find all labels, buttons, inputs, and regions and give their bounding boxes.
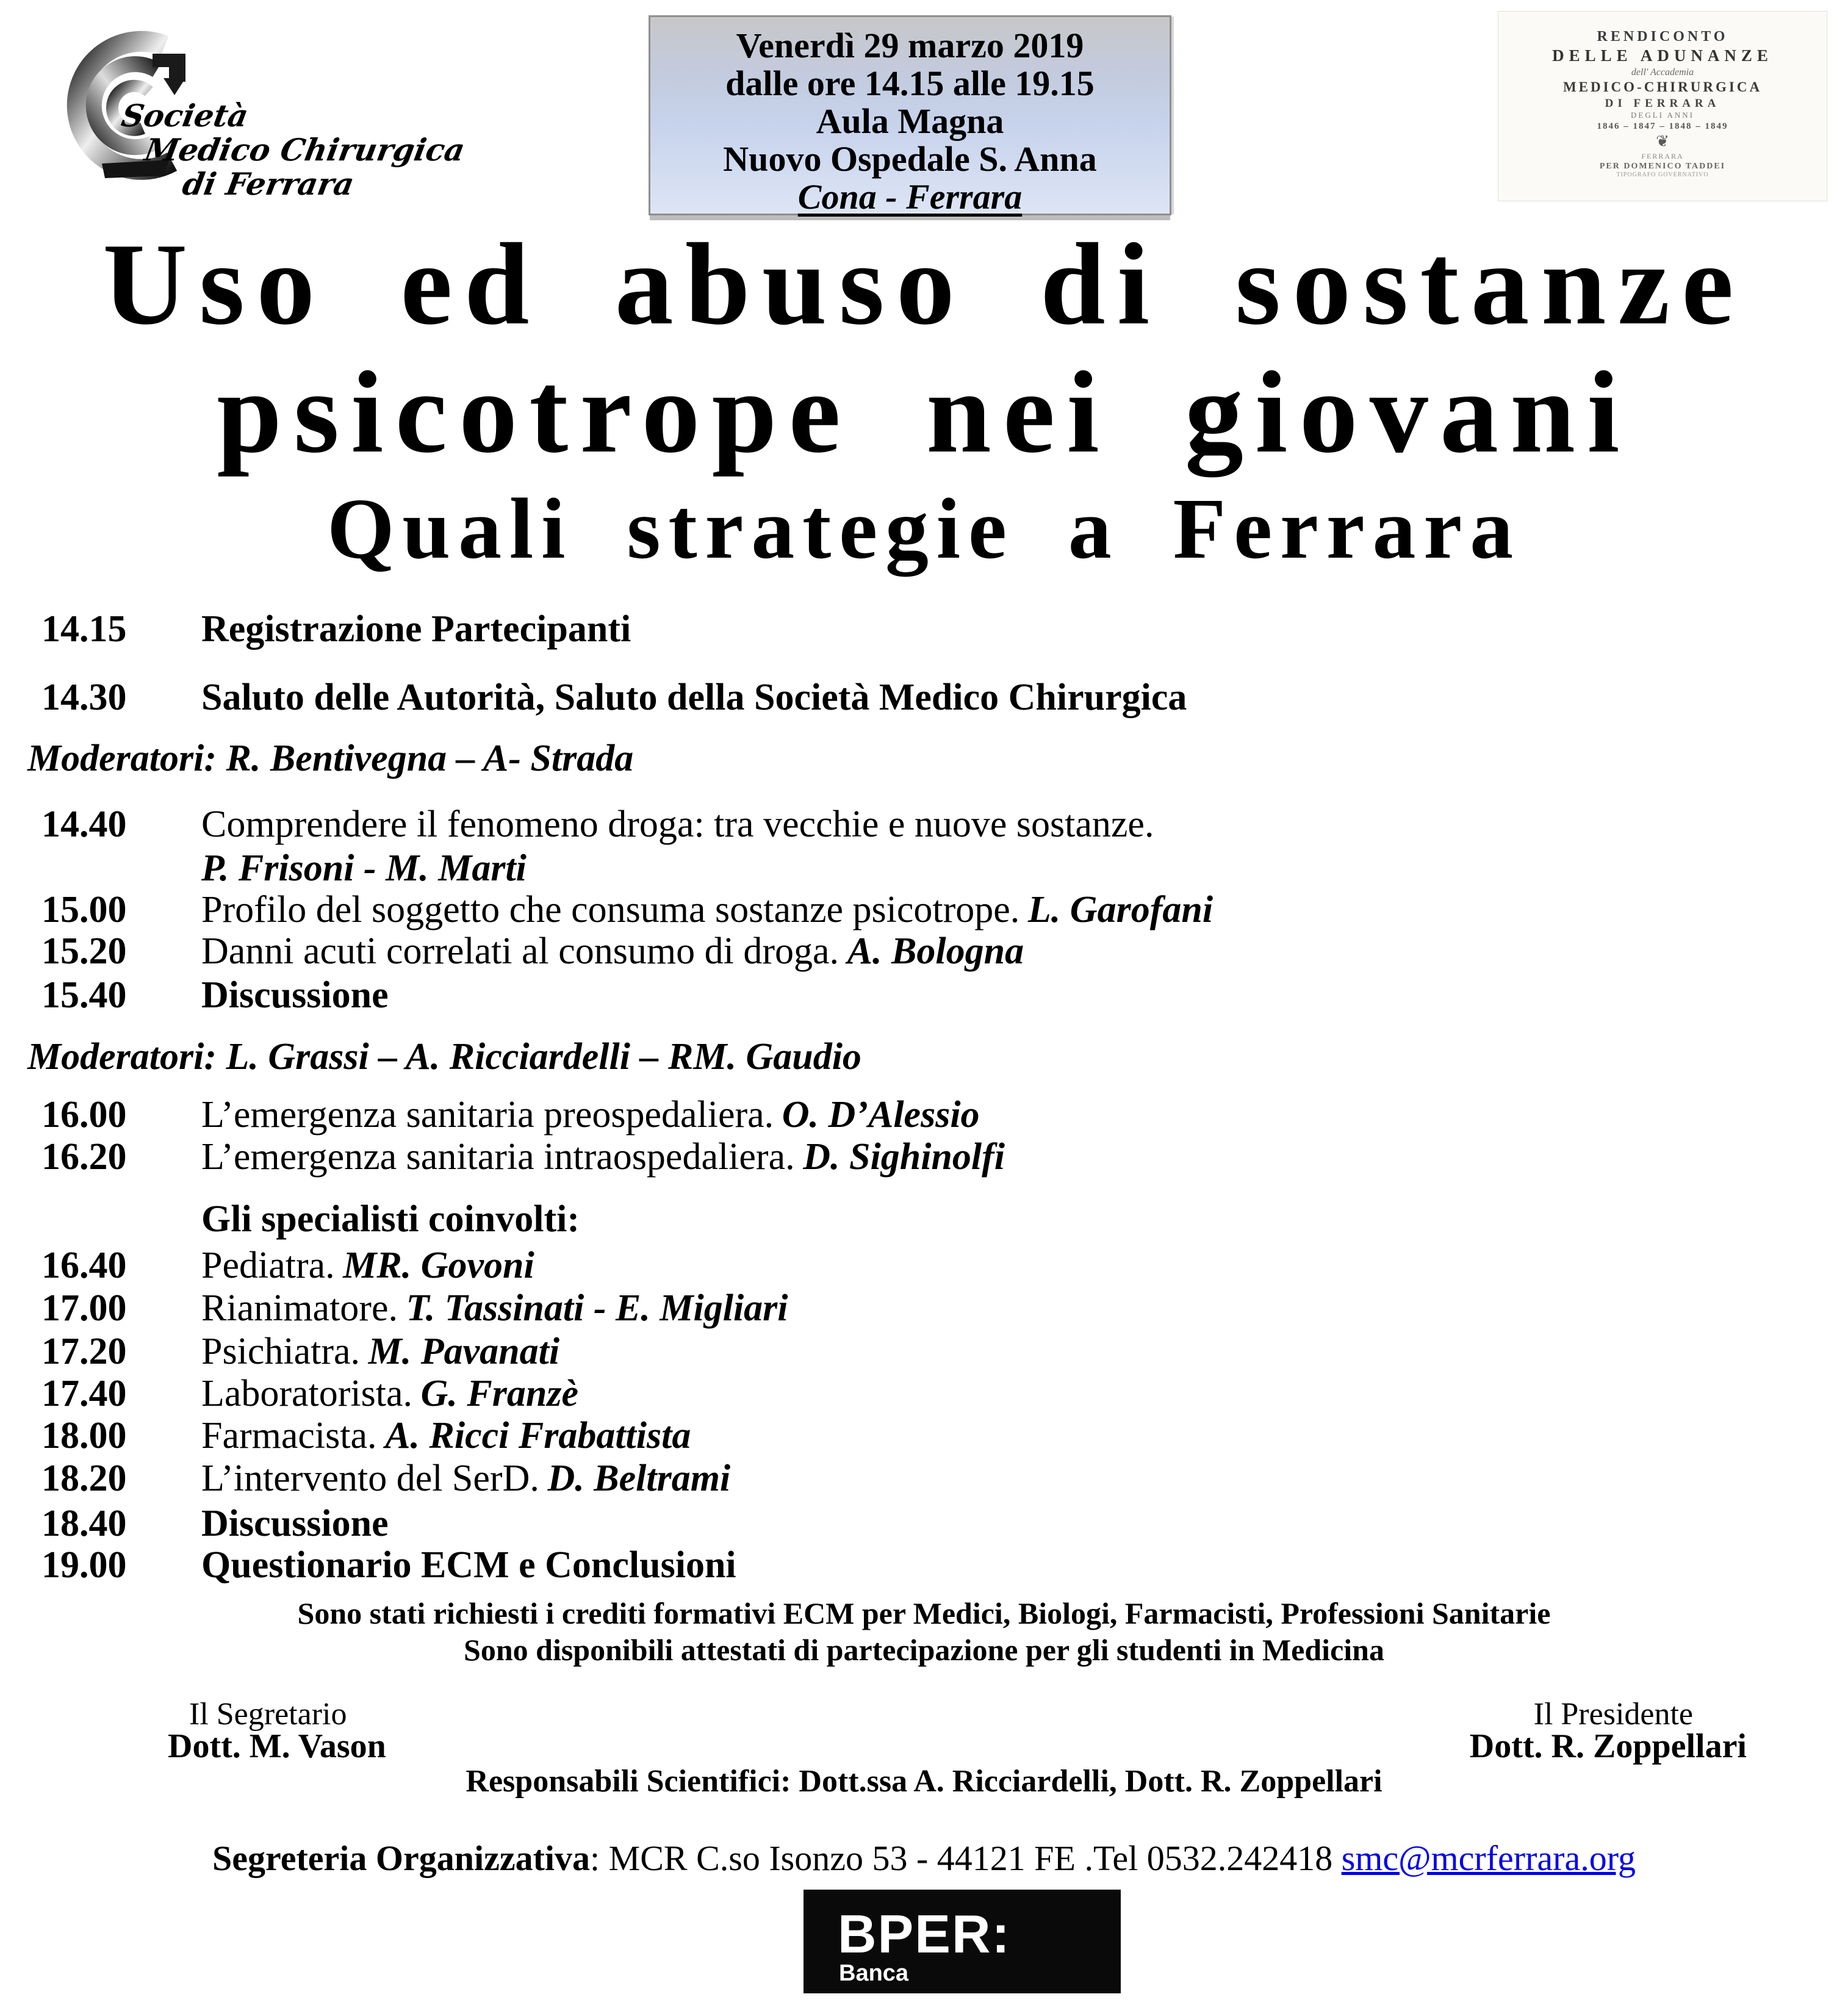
program-title: Laboratorista. xyxy=(201,1373,413,1414)
bper-banca-logo xyxy=(804,1890,1121,1993)
bper-logo-text: BPER: xyxy=(838,1904,1011,1964)
program-title: L’emergenza sanitaria preospedaliera. xyxy=(201,1094,774,1135)
program-time: 16.00 xyxy=(41,1094,127,1135)
certificates-note: Sono disponibili attestati di partecipazione per gli studenti in Medicina xyxy=(464,1633,1384,1667)
program-speaker: M. Pavanati xyxy=(368,1331,560,1372)
program-time: 17.00 xyxy=(41,1287,127,1329)
program-time: 16.40 xyxy=(41,1245,127,1286)
program-time: 15.40 xyxy=(41,974,127,1016)
program-title: Farmacista. xyxy=(201,1415,377,1456)
program-entry xyxy=(201,1330,559,1373)
program-time: 18.00 xyxy=(41,1415,127,1456)
program-entry xyxy=(201,1414,691,1457)
secretariat-label: Segreteria Organizzativa xyxy=(212,1838,591,1878)
program-title: Discussione xyxy=(201,974,389,1016)
program-entry xyxy=(201,1093,980,1136)
organizing-secretariat-line xyxy=(0,1838,1848,1879)
program-speaker: G. Franzè xyxy=(420,1373,579,1414)
program-time: 18.40 xyxy=(41,1503,127,1544)
program-time: 15.00 xyxy=(41,889,127,930)
main-title-line1: Uso ed abuso di sostanze xyxy=(102,219,1746,349)
event-room: Aula Magna xyxy=(816,101,1004,141)
program-time: 17.20 xyxy=(41,1331,127,1372)
secretariat-info: : MCR C.so Isonzo 53 - 44121 FE .Tel 0532.242418 xyxy=(590,1838,1342,1878)
ecm-credits-note: Sono stati richiesti i crediti formativi ECM per Medici, Biologi, Farmacisti, Professioni Sanitarie xyxy=(297,1596,1551,1630)
book-years: 1846 – 1847 – 1848 – 1849 xyxy=(1597,121,1728,131)
main-title-line2: psicotrope nei giovani xyxy=(217,347,1631,477)
program-title: L’emergenza sanitaria intraospedaliera. xyxy=(201,1136,795,1178)
secretary-name: Dott. M. Vason xyxy=(168,1727,386,1765)
program-time: 14.40 xyxy=(41,804,127,845)
event-info-box xyxy=(649,15,1171,215)
book-printer: PER DOMENICO TADDEI xyxy=(1599,161,1726,171)
event-city: Cona - Ferrara xyxy=(797,177,1023,217)
book-ferrara: DI FERRARA xyxy=(1605,96,1720,110)
moderators-label: Moderatori: L. Grassi – A. Ricciardelli – RM. Gaudio xyxy=(27,1036,861,1078)
program-speaker: D. Beltrami xyxy=(547,1458,731,1499)
program-title: Rianimatore. xyxy=(201,1287,398,1329)
book-academy: dell' Accademia xyxy=(1631,67,1694,77)
program-speaker: P. Frisoni - M. Marti xyxy=(201,847,527,889)
logo-text-line2: Medico Chirurgica xyxy=(142,132,468,168)
program-entry xyxy=(201,1135,1005,1178)
moderators-label: Moderatori: R. Bentivegna – A- Strada xyxy=(27,738,634,779)
program-time: 14.30 xyxy=(41,677,127,718)
book-years-label: DEGLI ANNI xyxy=(1630,110,1694,120)
program-title: Psichiatra. xyxy=(201,1331,360,1372)
program-time: 15.20 xyxy=(41,930,127,972)
book-subtitle: DELLE ADUNANZE xyxy=(1552,46,1773,65)
program-time: 14.15 xyxy=(41,608,127,650)
program-entry xyxy=(201,1372,578,1415)
antique-book-cover-image xyxy=(1498,11,1827,201)
event-venue: Nuovo Ospedale S. Anna xyxy=(723,139,1097,179)
program-entry xyxy=(201,1457,730,1500)
program-time: 18.20 xyxy=(41,1458,127,1499)
bper-logo-subtext: Banca xyxy=(839,1960,909,1986)
program-title: Questionario ECM e Conclusioni xyxy=(201,1544,736,1586)
book-ornament-icon: ❦ xyxy=(1656,132,1669,151)
program-speaker: O. D’Alessio xyxy=(782,1094,980,1135)
program-title: Discussione xyxy=(201,1503,389,1544)
program-entry xyxy=(201,1244,534,1287)
book-city: FERRARA xyxy=(1641,151,1684,160)
president-name: Dott. R. Zoppellari xyxy=(1469,1727,1747,1765)
program-title: Pediatra. xyxy=(201,1245,335,1286)
program-speaker: MR. Govoni xyxy=(343,1245,534,1286)
program-speaker: L. Garofani xyxy=(1027,889,1213,930)
program-time: 16.20 xyxy=(41,1136,127,1178)
program-entry xyxy=(201,888,1213,931)
program-speaker: D. Sighinolfi xyxy=(803,1136,1005,1178)
program-speaker: A. Ricci Frabattista xyxy=(385,1415,691,1456)
program-time: 19.00 xyxy=(41,1544,127,1586)
program-title: Registrazione Partecipanti xyxy=(201,608,631,650)
secretariat-email-link[interactable]: smc@mcrferrara.org xyxy=(1341,1838,1636,1878)
scientific-managers: Responsabili Scientifici: Dott.ssa A. Ricciardelli, Dott. R. Zoppellari xyxy=(466,1764,1382,1799)
program-title: L’intervento del SerD. xyxy=(201,1458,539,1499)
event-date: Venerdì 29 marzo 2019 xyxy=(736,26,1084,65)
program-title: Saluto delle Autorità, Saluto della Società Medico Chirurgica xyxy=(201,677,1187,718)
program-time: 17.40 xyxy=(41,1373,127,1414)
president-role: Il Presidente xyxy=(1533,1697,1693,1732)
logo-text-line3: di Ferrara xyxy=(179,166,357,202)
program-entry xyxy=(201,930,1024,973)
logo-text-line1: Società xyxy=(118,98,251,134)
program-title: Comprendere il fenomeno droga: tra vecchie e nuove sostanze. xyxy=(201,804,1154,845)
event-hours: dalle ore 14.15 alle 19.15 xyxy=(725,63,1095,103)
book-title: RENDICONTO xyxy=(1597,29,1728,45)
book-printer-note: TIPOGRAFO GOVERNATIVO xyxy=(1616,171,1709,179)
book-medchir: MEDICO-CHIRURGICA xyxy=(1562,79,1763,95)
program-speaker: T. Tassinati - E. Migliari xyxy=(406,1287,788,1329)
subtitle: Quali strategie a Ferrara xyxy=(327,480,1521,577)
specialists-heading: Gli specialisti coinvolti: xyxy=(201,1198,580,1240)
program-speaker: A. Bologna xyxy=(847,930,1024,972)
program-entry xyxy=(201,1287,788,1330)
program-title: Danni acuti correlati al consumo di droga. xyxy=(201,930,840,972)
program-title: Profilo del soggetto che consuma sostanze psicotrope. xyxy=(201,889,1020,930)
secretary-role: Il Segretario xyxy=(189,1697,347,1732)
